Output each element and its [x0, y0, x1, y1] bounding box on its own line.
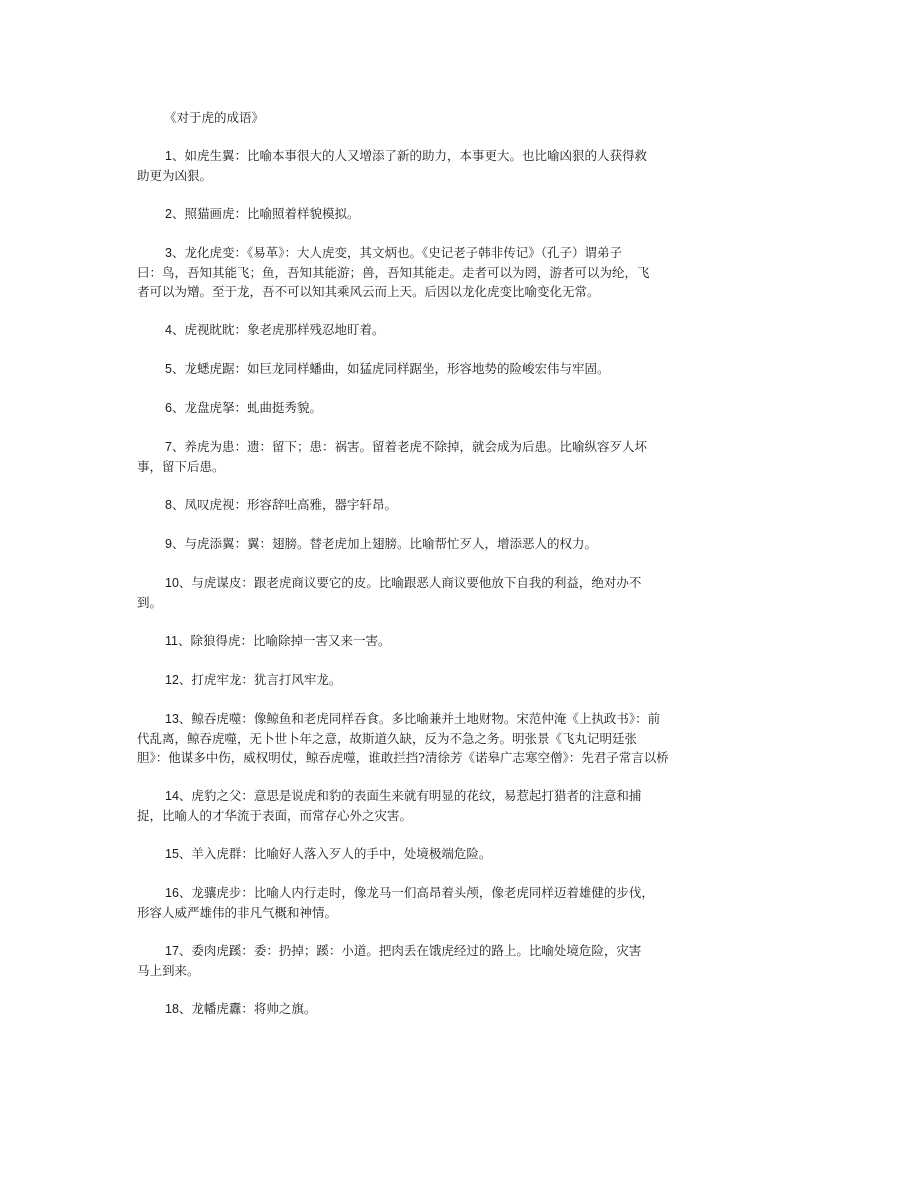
entry-text: 、与虎添翼：翼：翅膀。替老虎加上翅膀。比喻帮忙歹人，增添恶人的权力。 — [171, 536, 597, 551]
entry-text: 、龙盘虎拏：虬曲挺秀貌。 — [171, 400, 322, 415]
entry-number: 5 — [165, 362, 172, 376]
idiom-entry — [137, 359, 787, 379]
entry-text: 、鲸吞虎噬：像鲸鱼和老虎同样吞食。多比喻兼并土地财物。宋范仲淹《上执政书》：前 代乱离，鲸吞虎噬，无卜世卜年之意，故斯道久缺，反为不急之务。明张景《飞丸记明廷张 胆》：他谋多中伤，威权明仗，鲸吞虎噬，谁敢拦挡?清徐芳《诺皋广志寒空僧》：先君子常言以桥 — [137, 711, 669, 765]
entry-number: 2 — [165, 207, 172, 221]
entry-text: 、委肉虎蹊：委：扔掉；蹊：小道。把肉丢在饿虎经过的路上。比喻处境危险，灾害 马上到来。 — [137, 943, 642, 978]
idiom-entry — [137, 398, 787, 418]
entry-number: 3 — [165, 246, 172, 260]
entry-number: 11 — [165, 634, 178, 648]
entry-number: 9 — [165, 537, 172, 551]
entry-number: 6 — [165, 401, 172, 415]
idiom-entry — [137, 844, 787, 864]
entry-number: 12 — [165, 673, 179, 687]
idiom-entry — [137, 631, 787, 651]
idiom-entry — [137, 786, 787, 825]
entry-text: 、虎豹之父：意思是说虎和豹的表面生来就有明显的花纹，易惹起打猎者的注意和捕 捉，比喻人的才华流于表面，而常存心外之灾害。 — [137, 788, 642, 823]
document-body — [137, 108, 787, 1038]
entry-text: 、羊入虎群：比喻好人落入歹人的手中，处境极端危险。 — [178, 846, 492, 861]
idiom-entry — [137, 437, 787, 476]
idiom-entry — [137, 670, 787, 690]
entry-text: 、龙蟋虎踞：如巨龙同样蟠曲，如猛虎同样踞坐，形容地势的险峻宏伟与牢固。 — [171, 361, 610, 376]
idiom-entry — [137, 495, 787, 515]
idiom-entry — [137, 999, 787, 1019]
idiom-entry — [137, 146, 787, 185]
idiom-entry — [137, 320, 787, 340]
idiom-entry — [137, 709, 787, 767]
entry-text: 、如虎生翼：比喻本事很大的人又增添了新的助力，本事更大。也比喻凶狠的人获得救 助更为凶狠。 — [137, 148, 647, 183]
entry-number: 1 — [165, 149, 172, 163]
idiom-entry — [137, 573, 787, 612]
entry-text: 、打虎牢龙：犹言打风牢龙。 — [178, 672, 342, 687]
idiom-entry — [137, 941, 787, 980]
entry-number: 17 — [165, 944, 179, 958]
entry-text: 、凤叹虎视：形容辞吐高雅，器宇轩昂。 — [171, 497, 397, 512]
entry-number: 10 — [165, 576, 179, 590]
entry-text: 、龙幡虎纛：将帅之旗。 — [178, 1001, 317, 1016]
entry-text: 、龙骧虎步：比喻人内行走时，像龙马一们高昂着头颅，像老虎同样迈着雄健的步伐， 形容人威严雄伟的非凡气概和神情。 — [137, 885, 654, 920]
entry-text: 、照猫画虎：比喻照着样貌模拟。 — [171, 206, 360, 221]
entry-number: 15 — [165, 847, 179, 861]
document-title: 《对于虎的成语》 — [164, 110, 265, 125]
entry-number: 18 — [165, 1002, 179, 1016]
entry-text: 、除狼得虎：比喻除掉一害又来一害。 — [177, 633, 391, 648]
entry-number: 16 — [165, 886, 179, 900]
idiom-entry — [137, 883, 787, 922]
idiom-entry — [137, 204, 787, 224]
entry-text: 、虎视眈眈：象老虎那样残忍地盯着。 — [171, 322, 385, 337]
entry-number: 7 — [165, 440, 172, 454]
idiom-entry — [137, 534, 787, 554]
entry-number: 8 — [165, 498, 172, 512]
entry-number: 13 — [165, 712, 179, 726]
entry-text: 、养虎为患：遗：留下；患：祸害。留着老虎不除掉，就会成为后患。比喻纵容歹人坏 事，留下后患。 — [137, 439, 647, 474]
entry-number: 4 — [165, 323, 172, 337]
entry-number: 14 — [165, 789, 179, 803]
idiom-entry — [137, 243, 787, 301]
entry-text: 、与虎谋皮：跟老虎商议要它的皮。比喻跟恶人商议要他放下自我的利益，绝对办不 到。 — [137, 575, 642, 610]
entry-text: 、龙化虎变：《易革》：大人虎变，其文炳也。《史记老子韩非传记》（孔子）谓弟子 曰：鸟，吾知其能飞；鱼，吾知其能游；兽，吾知其能走。走者可以为罔，游者可以为纶，飞 者可以为矰。至于龙，吾不可以知其乘风云而上天。后因以龙化虎变比喻变化无常。 — [137, 245, 650, 299]
